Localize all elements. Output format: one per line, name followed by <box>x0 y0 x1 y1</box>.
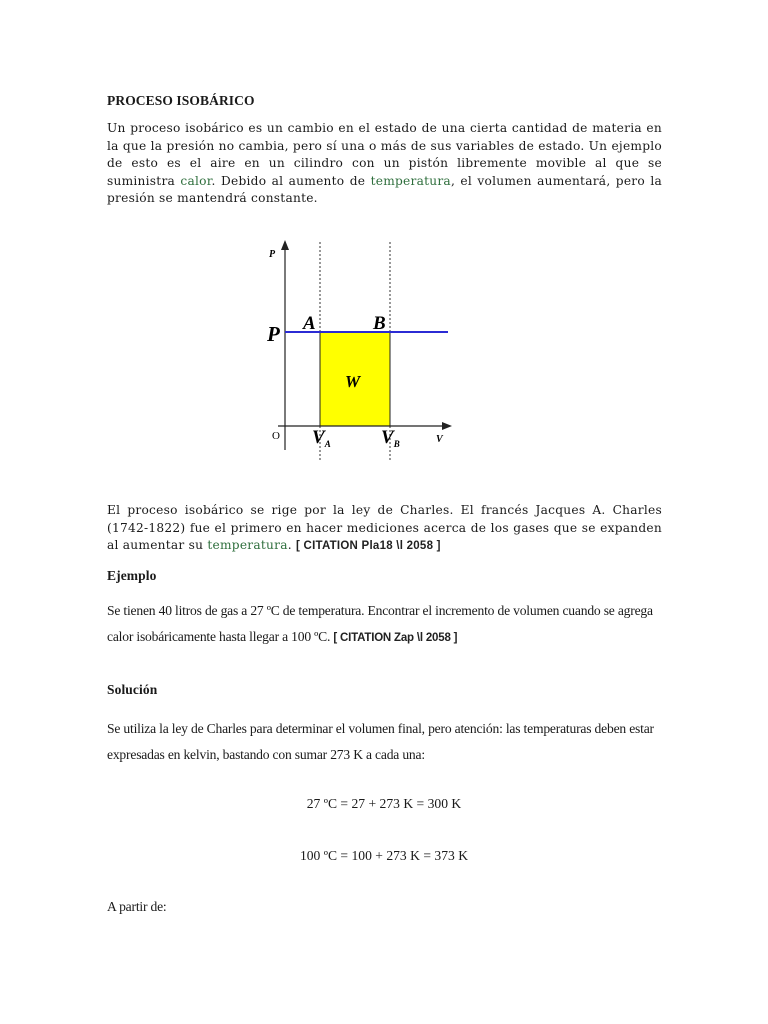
temperatura-link[interactable]: temperatura <box>370 173 451 188</box>
work-label: W <box>345 372 361 391</box>
page-title: PROCESO ISOBÁRICO <box>107 93 255 108</box>
intro-paragraph <box>107 120 662 208</box>
temperatura-link-2[interactable]: temperatura <box>207 538 288 553</box>
origin-label: O <box>272 430 280 442</box>
charles-paragraph <box>107 502 662 556</box>
vb-label <box>381 427 400 449</box>
equation-1: 27 ºC = 27 + 273 K = 300 K <box>306 796 462 811</box>
equation-2: 100 ºC = 100 + 273 K = 373 K <box>299 848 469 863</box>
va-main: V <box>312 427 325 448</box>
solution-heading: Solución <box>107 682 158 697</box>
pressure-label: P <box>267 322 280 346</box>
x-axis-label: V <box>436 434 443 445</box>
va-sub: A <box>324 439 331 449</box>
example-heading: Ejemplo <box>107 568 157 583</box>
vb-main: V <box>381 427 394 448</box>
intro-text-2: . Debido al aumento de <box>211 173 371 188</box>
point-a-label: A <box>303 313 316 334</box>
vb-sub: B <box>393 439 400 449</box>
isobaric-diagram <box>260 236 460 464</box>
y-axis-arrow <box>281 240 289 250</box>
example-paragraph <box>107 598 667 651</box>
y-axis-label: P <box>269 249 276 260</box>
solution-paragraph: Se utiliza la ley de Charles para determinar el volumen final, pero atención: las temperaturas deben estar expresadas en kelvin, bastando con sumar 273 K a cada una: <box>107 721 654 762</box>
point-b-label: B <box>373 313 386 334</box>
intro-text-3: , el volumen aumentará, pero la presión se mantendrá constante. <box>107 173 662 206</box>
va-label <box>312 427 331 449</box>
citation-zap: [ CITATION Zap \l 2058 ] <box>333 632 458 644</box>
example-text: Se tienen 40 litros de gas a 27 ºC de temperatura. Encontrar el incremento de volumen cuando se agrega calor isobáricamente hasta llegar a 100 ºC. <box>107 603 653 644</box>
calor-link[interactable]: calor <box>180 173 212 188</box>
charles-text-1: El proceso isobárico se rige por la ley de Charles. El francés Jacques A. Charles (1742-1822) fue el primero en hacer mediciones acerca de los gases que se expanden al aumentar su <box>107 503 662 553</box>
from-text: A partir de: <box>107 899 167 914</box>
x-axis-arrow <box>442 422 452 430</box>
charles-text-2: . <box>287 538 296 553</box>
intro-text-1: Un proceso isobárico es un cambio en el estado de una cierta cantidad de materia en la que la presión no cambia, pero sí una o más de sus variables de estado. Un ejemplo de esto es el aire en un cilindro con un pistón libremente movible al que se suministra <box>107 121 662 188</box>
citation-pla18: [ CITATION Pla18 \l 2058 ] <box>296 540 441 553</box>
